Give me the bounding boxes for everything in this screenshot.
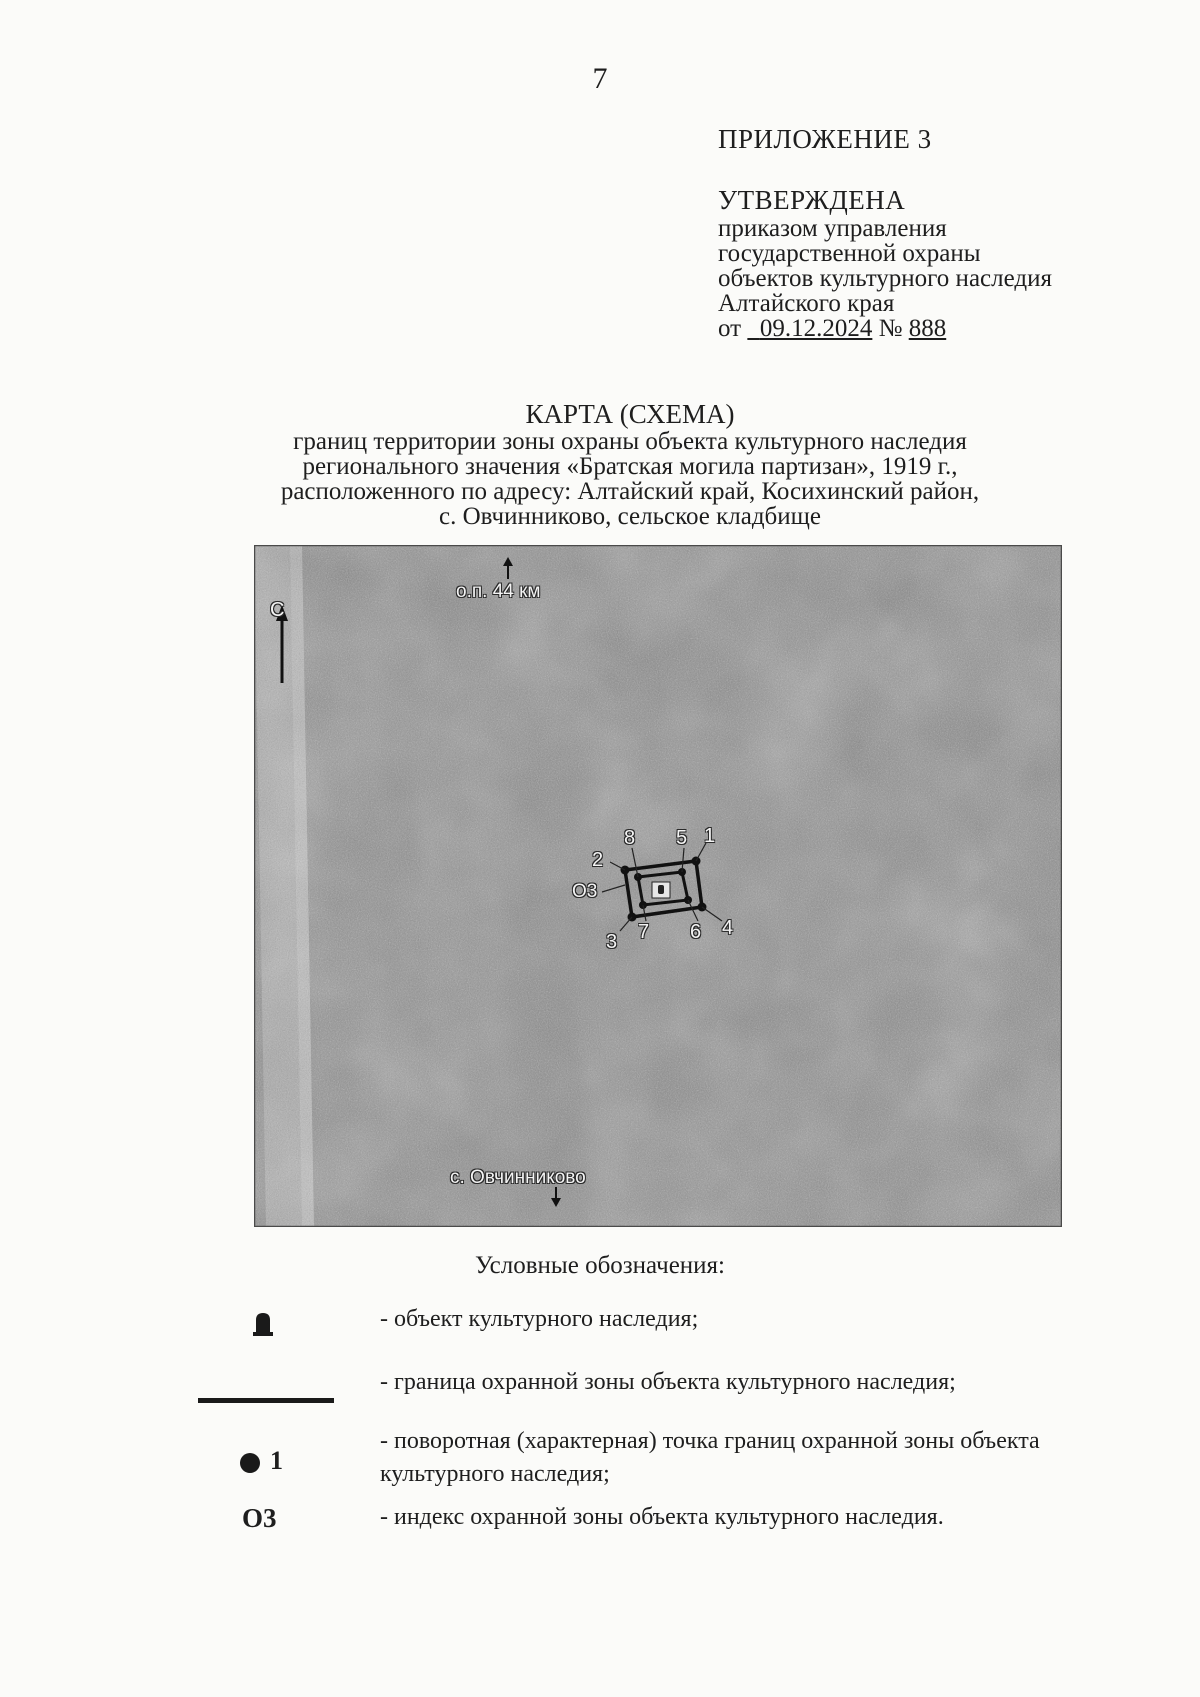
- legend-text-zone-index: - индекс охранной зоны объекта культурного наследия.: [380, 1504, 944, 1530]
- order-number: 888: [908, 315, 947, 342]
- order-date: 09.12.2024: [759, 315, 873, 342]
- direction-label-bottom: с. Овчинниково: [450, 1167, 586, 1188]
- map-title: [200, 399, 1060, 530]
- legend-text-turning-point: - поворотная (характерная) точка границ охранной зоны объекта культурного наследия;: [380, 1428, 1040, 1487]
- monument-icon: [652, 882, 670, 898]
- legend-title: Условные обозначения:: [474, 1252, 726, 1279]
- point-label-5: 5: [676, 827, 688, 849]
- point-label-3: 3: [606, 931, 618, 953]
- legend-text-monument: - объект культурного наследия;: [380, 1306, 699, 1332]
- order-number-sign: №: [878, 315, 903, 342]
- point-label-8: 8: [624, 827, 636, 849]
- map-title-line: с. Овчинниково, сельское кладбище: [439, 503, 821, 530]
- legend-turning-point-symbol: [240, 1446, 310, 1476]
- legend-point-number: 1: [270, 1446, 283, 1475]
- satellite-map-image: [254, 545, 1062, 1227]
- approved-by-line: государственной охраны: [718, 240, 981, 267]
- legend-zone-index-symbol: О3: [242, 1503, 277, 1533]
- page-number: 7: [592, 62, 608, 95]
- order-line: [718, 316, 1052, 341]
- direction-label-top: о.п. 44 км: [456, 581, 541, 602]
- approved-by-line: Алтайского края: [718, 290, 895, 317]
- point-label-4: 4: [722, 917, 734, 939]
- map-title-heading: КАРТА (СХЕМА): [525, 399, 735, 429]
- approved-by-line: объектов культурного наследия: [718, 265, 1052, 292]
- point-label-7: 7: [638, 921, 650, 943]
- approved-word: УТВЕРЖДЕНА: [718, 185, 906, 215]
- point-label-2: 2: [592, 849, 604, 871]
- order-prefix: от: [718, 315, 742, 342]
- map-title-line: регионального значения «Братская могила партизан», 1919 г.,: [302, 453, 958, 480]
- legend-text-boundary: - граница охранной зоны объекта культурного наследия;: [380, 1369, 956, 1395]
- legend-monument-icon: [252, 1312, 274, 1336]
- point-label-1: 1: [704, 825, 716, 847]
- approved-by-line: приказом управления: [718, 215, 947, 242]
- map-title-line: границ территории зоны охраны объекта культурного наследия: [293, 428, 967, 455]
- map-scheme: [254, 545, 1062, 1227]
- point-label-6: 6: [690, 921, 702, 943]
- appendix-label: ПРИЛОЖЕНИЕ 3: [718, 124, 932, 154]
- approval-block: [718, 185, 1052, 342]
- legend-boundary-line: [198, 1398, 334, 1403]
- north-label: С: [270, 599, 285, 621]
- zone-index-label: О3: [572, 881, 598, 902]
- map-title-line: расположенного по адресу: Алтайский край, Косихинский район,: [280, 478, 980, 505]
- turning-point-dot-icon: [240, 1453, 260, 1473]
